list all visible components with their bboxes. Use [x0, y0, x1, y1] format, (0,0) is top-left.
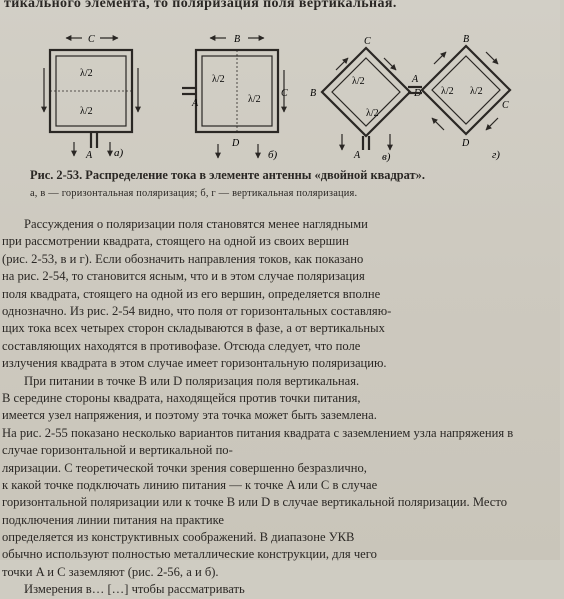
text-line: однозначно. Из рис. 2-54 видно, что поля от горизонтальных составляю- [2, 303, 392, 318]
fig-b-point-top: B [234, 34, 241, 45]
text-line: горизонтальной поляризации или к точке B или D в случае вертикальной поляризации. Место подключения линии питания на практике [2, 495, 507, 527]
top-text-line: тикального элемента, то поляризация поля вертикальная. [4, 0, 397, 11]
fig-a-letter: а) [114, 147, 124, 159]
fig-b-point-right: C [281, 88, 288, 99]
text-line: точки A и C заземляют (рис. 2-56, а и б). [2, 564, 219, 579]
fig-a-point-bottom: A [86, 150, 93, 161]
fig-c-half-a: λ/2 [352, 76, 365, 87]
text-line: излучения квадрата в этом случае имеет горизонтальную поляризацию. [2, 356, 387, 371]
text-line: при рассмотрении квадрата, стоящего на одной из своих вершин [2, 234, 349, 249]
fig-b-half-left: λ/2 [212, 74, 225, 85]
text-line: определяется из конструктивных соображений. В диапазоне УКВ [2, 530, 355, 545]
fig-b-point-bottom: D [232, 138, 240, 149]
fig-c-point-bottom: A [354, 150, 361, 161]
figure-caption: Рис. 2-53. Распределение тока в элементе антенны «двойной квадрат». [30, 168, 425, 182]
fig-c-letter: в) [382, 151, 391, 163]
fig-a-half-top: λ/2 [80, 68, 93, 79]
fig-b-half-right: λ/2 [248, 94, 261, 105]
text-line-cut: Измерения в… […] чтобы рассматривать [24, 582, 245, 597]
text-line: На рис. 2-55 показано несколько вариантов питания квадрата с заземлением узла напряжения в случае горизонтальной и вертикальной по- [2, 425, 514, 458]
text-line: Рассуждения о поляризации поля становятся менее наглядными [24, 217, 368, 231]
fig-d-half-b: λ/2 [470, 86, 483, 97]
text-line: составляющих находятся в противофазе. Отсюда следует, что поле [2, 338, 361, 353]
fig-c-point-right: D [414, 88, 422, 99]
text-line: к какой точке подключать линию питания — к точке A или C в случае [2, 477, 378, 492]
fig-c-half-b: λ/2 [366, 108, 379, 119]
figure-2-53 [46, 30, 516, 162]
fig-d-letter: г) [492, 149, 500, 161]
figure-a [44, 38, 138, 156]
fig-d-half-a: λ/2 [441, 86, 454, 97]
text-line: на рис. 2-54, то становится ясным, что и в этом случае поляризация [2, 269, 365, 284]
fig-c-point-top: C [364, 36, 371, 47]
text-line: имеется узел напряжения, и поэтому эта точка может быть заземлена. [2, 408, 377, 423]
figure-d [408, 46, 510, 134]
fig-b-point-left: A [192, 98, 199, 109]
fig-b-letter: б) [268, 149, 278, 161]
text-line: щих тока всех четырех сторон складываются в фазе, а от вертикальных [2, 321, 385, 336]
text-line: В середине стороны квадрата, находящейся против точки питания, [2, 390, 361, 405]
fig-d-point-right: C [502, 100, 509, 111]
fig-d-point-left: A [412, 74, 419, 85]
figure-c [322, 48, 410, 150]
fig-a-point-top: C [88, 34, 95, 45]
fig-d-point-bottom: D [462, 138, 470, 149]
fig-d-point-top: B [463, 34, 470, 45]
text-line: (рис. 2-53, в и г). Если обозначить направления токов, как показано [2, 251, 364, 266]
text-line: ляризации. С теоретической точки зрения совершенно безразлично, [2, 460, 367, 475]
text-line: поля квадрата, стоящего на одной из его вершин, определяется вполне [2, 286, 381, 301]
text-line: При питании в точке B или D поляризация поля вертикальная. [24, 373, 360, 388]
fig-c-point-left: B [310, 88, 317, 99]
text-line: обычно используют полностью металлические конструкции, для чего [2, 547, 377, 562]
figure-subcaption: а, в — горизонтальная поляризация; б, г — вертикальная поляризация. [30, 188, 358, 199]
fig-a-half-bottom: λ/2 [80, 106, 93, 117]
body-text [2, 216, 532, 599]
